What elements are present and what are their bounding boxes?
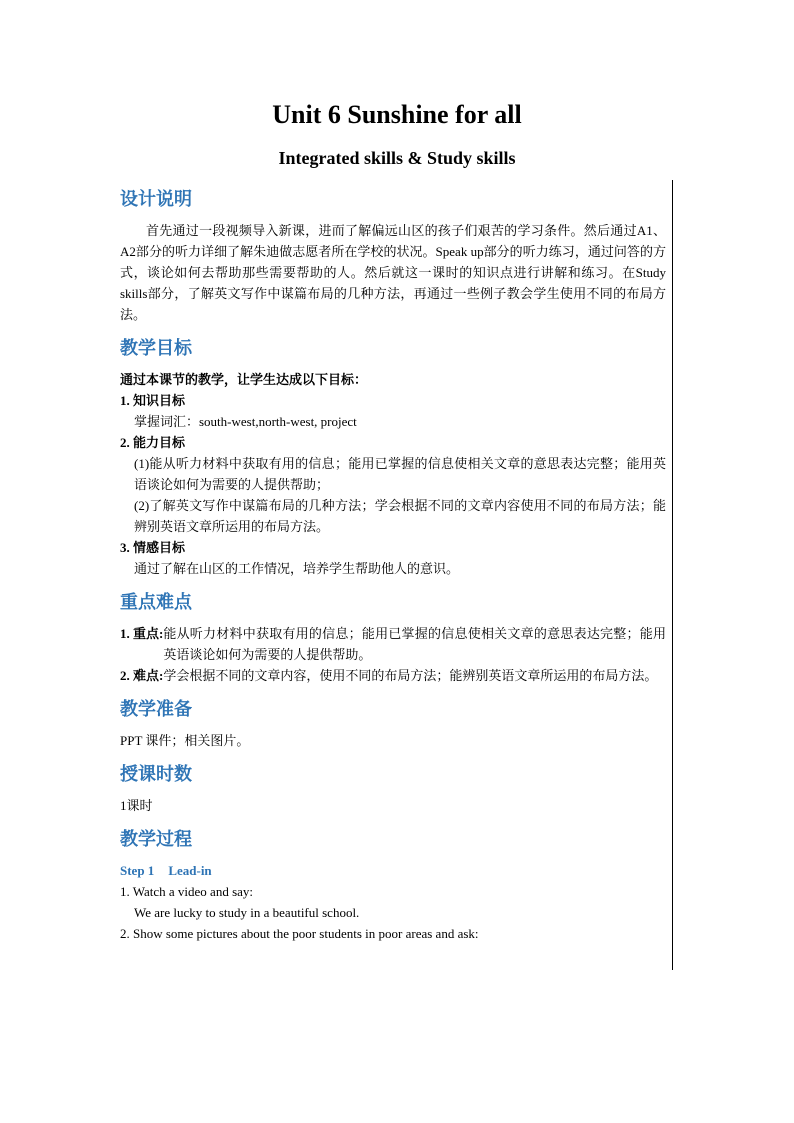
process-heading: 教学过程 [120,829,192,849]
process-line-1: 1. Watch a video and say: [120,884,254,899]
prep-section [120,696,666,751]
keypoints-heading: 重点难点 [120,592,192,612]
goals-heading: 教学目标 [120,338,192,358]
step-number: Step 1 [120,863,155,878]
prep-text: PPT 课件；相关图片。 [120,733,250,748]
process-line-2: We are lucky to study in a beautiful school. [134,905,360,920]
difficulty-text: 学会根据不同的文章内容，使用不同的布局方法；能辨别英语文章所运用的布局方法。 [163,668,658,683]
key-point-row [120,623,666,665]
prep-heading: 教学准备 [120,699,192,719]
knowledge-label: 1. 知识目标 [120,393,186,408]
hours-section [120,761,666,816]
page-title: Unit 6 Sunshine for all [272,100,522,129]
design-heading: 设计说明 [120,189,192,209]
key-point-text: 能从听力材料中获取有用的信息；能用已掌握的信息使相关文章的意思表达完整；能用英语谈论如何为需要的人提供帮助。 [163,626,666,662]
hours-text: 1课时 [120,798,153,813]
emotion-text: 通过了解在山区的工作情况，培养学生帮助他人的意识。 [134,561,460,576]
goals-section [120,335,666,579]
design-section [120,186,666,325]
process-line-3: 2. Show some pictures about the poor students in poor areas and ask: [120,926,479,941]
step-name: Lead-in [168,863,212,878]
key-point-label: 1. 重点: [120,626,164,641]
emotion-label: 3. 情感目标 [120,540,186,555]
margin-rule [672,180,673,970]
ability-item-1: (1)能从听力材料中获取有用的信息；能用已掌握的信息使相关文章的意思表达完整；能用英语谈论如何为需要的人提供帮助； [134,456,666,492]
keypoints-section [120,589,666,686]
step-heading [120,860,666,881]
ability-item-2: (2)了解英文写作中谋篇布局的几种方法；学会根据不同的文章内容使用不同的布局方法；能辨别英语文章所运用的布局方法。 [134,498,666,534]
difficulty-label: 2. 难点: [120,668,164,683]
goals-intro: 通过本课节的教学，让学生达成以下目标： [120,372,368,387]
knowledge-text: 掌握词汇：south-west,north-west, project [134,414,357,429]
design-text: 首先通过一段视频导入新课，进而了解偏远山区的孩子们艰苦的学习条件。然后通过A1、A2部分的听力详细了解朱迪做志愿者所在学校的状况。Speak up部分的听力练习，通过问答的方式，谈论如何去帮助那些需要帮助的人。然后就这一课时的知识点进行讲解和练习。在Study skills部分，了解英文写作中谋篇布局的几种方法，再通过一些例子教会学生使用不同的布局方法。 [120,223,666,322]
difficulty-row [120,665,666,686]
hours-heading: 授课时数 [120,764,192,784]
process-section [120,826,666,944]
content-column [120,186,666,954]
page-subtitle: Integrated skills & Study skills [278,148,516,168]
ability-label: 2. 能力目标 [120,435,186,450]
